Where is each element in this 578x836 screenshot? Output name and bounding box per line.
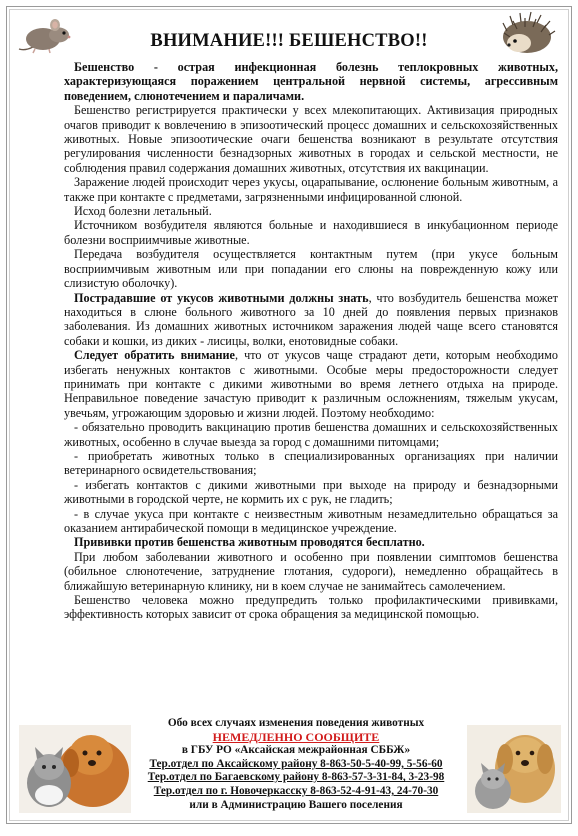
body-text [64,60,558,622]
paragraph-10: Бешенство человека можно предупредить только профилактическими прививками, эффективность которых зависит от срока обращения за медицинской помощью. [64,593,558,622]
phone-bagaevsky: Тер.отдел по Багаевскому району 8-863-57-3-31-84, 3-23-98 [147,771,445,784]
footer-line-1: Обо всех случаях изменения поведения животных [167,717,425,729]
paragraph-6-bold: Пострадавшие от укусов животными должны знать [74,290,369,305]
phone-aksai: Тер.отдел по Аксайскому району 8-863-50-5-40-99, 5-56-60 [149,757,443,770]
paragraph-5: Передача возбудителя осуществляется контактным путем (при укусе больным восприимчивым животным или при попадании его слюны на поврежденную кожу или слизистую оболочку). [64,247,558,291]
paragraph-8 [64,535,558,549]
paragraph-9: При любом заболевании животного и особенно при появлении симптомов бешенства (обильное слюнотечение, затруднение глотания, судороги), немедленно обращайтесь в ближайшую ветеринарную клинику, ни в коем случае не занимайтесь самолечением. [64,549,558,593]
list-item-4: - в случае укуса при контакте с неизвестным животным незамедлительно обращаться за оказанием антирабической помощи в медицинское учреждение. [64,506,558,535]
list-item-3: - избегать контактов с дикими животными при выходе на природу и безнадзорными животными в городской черте, не кормить их с рук, не гладить; [64,477,558,507]
paragraph-3: Исход болезни летальный. [74,204,212,219]
contact-block [137,717,455,812]
header [7,7,571,59]
paragraph-7-text: , что от укусов чаще страдают дети, которым необходимо избегать ненужных контактов с животными. Особые меры предосторожности следует принимать при контакте с дикими животными во время летнего отдыха на природе. Неправильное поведение зачастую приводит к различным осложнениям, тяжелым укусам, увечьям, угрожающим здоровью и жизни людей. Поэтому необходимо: [64,348,558,420]
paragraph-4: Источником возбудителя являются больные и находившиеся в инкубационном периоде болезни восприимчивые животные. [64,218,558,247]
paragraph-7-bold: Следует обратить внимание [74,348,235,363]
flyer-page [6,6,572,824]
paragraph-8-bold: Прививки против бешенства животным проводятся бесплатно. [74,535,425,550]
paragraph-2: Заражение людей происходит через укусы, оцарапывание, ослюнение больным животным, а также при контакте с предметами, загрязненными инфицированной слюной. [64,175,558,204]
phone-novocherkassk: Тер.отдел по г. Новочеркасску 8-863-52-4-91-43, 24-70-30 [153,784,439,797]
organization-name: в ГБУ РО «Аксайская межрайонная СББЖ» [181,744,411,757]
puppy-and-kitten-picture [467,725,561,813]
intro-bold: Бешенство - острая инфекционная болезнь теплокровных животных, характеризующаяся поражением центральной нервной системы, агрессивным поведением, слюнотечением и параличами. [64,60,558,103]
footer-line-7: или в Администрацию Вашего поселения [189,798,403,811]
list-item-1: - обязательно проводить вакцинацию против бешенства домашних и сельскохозяйственных животных, особенно в случае выезда за город с домашними питомцами; [64,420,558,449]
hedgehog-picture [497,11,557,55]
list-item-2: - приобретать животных только в специализированных организациях при наличии ветеринарного освидетельствования; [64,448,558,478]
report-immediately: НЕМЕДЛЕННО СООБЩИТЕ [212,729,380,744]
footer [7,715,571,823]
paragraph-7 [64,348,558,420]
paragraph-6 [64,291,558,349]
paragraph-1: Бешенство регистрируется практически у всех млекопитающих. Активизация природных очагов приводит к вовлечению в эпизоотический процесс домашних и сельскохозяйственных животных. Новые эпизоотические очаги бешенства возникают в результате отсутствия регулирования численности безнадзорных животных в городах и сельской местности, не соблюдения правил содержания домашних животных, отсутствия их вакцинации. [64,103,558,175]
intro-paragraph [64,60,558,103]
page-title: ВНИМАНИЕ!!! БЕШЕНСТВО!! [150,31,428,51]
paragraph-6-text: , что возбудитель бешенства может находиться в слюне больного животного за 10 дней до появления первых признаков заболевания. Из домашних животных источником заражения людей чаще всего становятся собаки и кошки, из диких - лисицы, волки, енотовидные собаки. [64,290,558,348]
cat-and-dog-picture [19,725,131,813]
